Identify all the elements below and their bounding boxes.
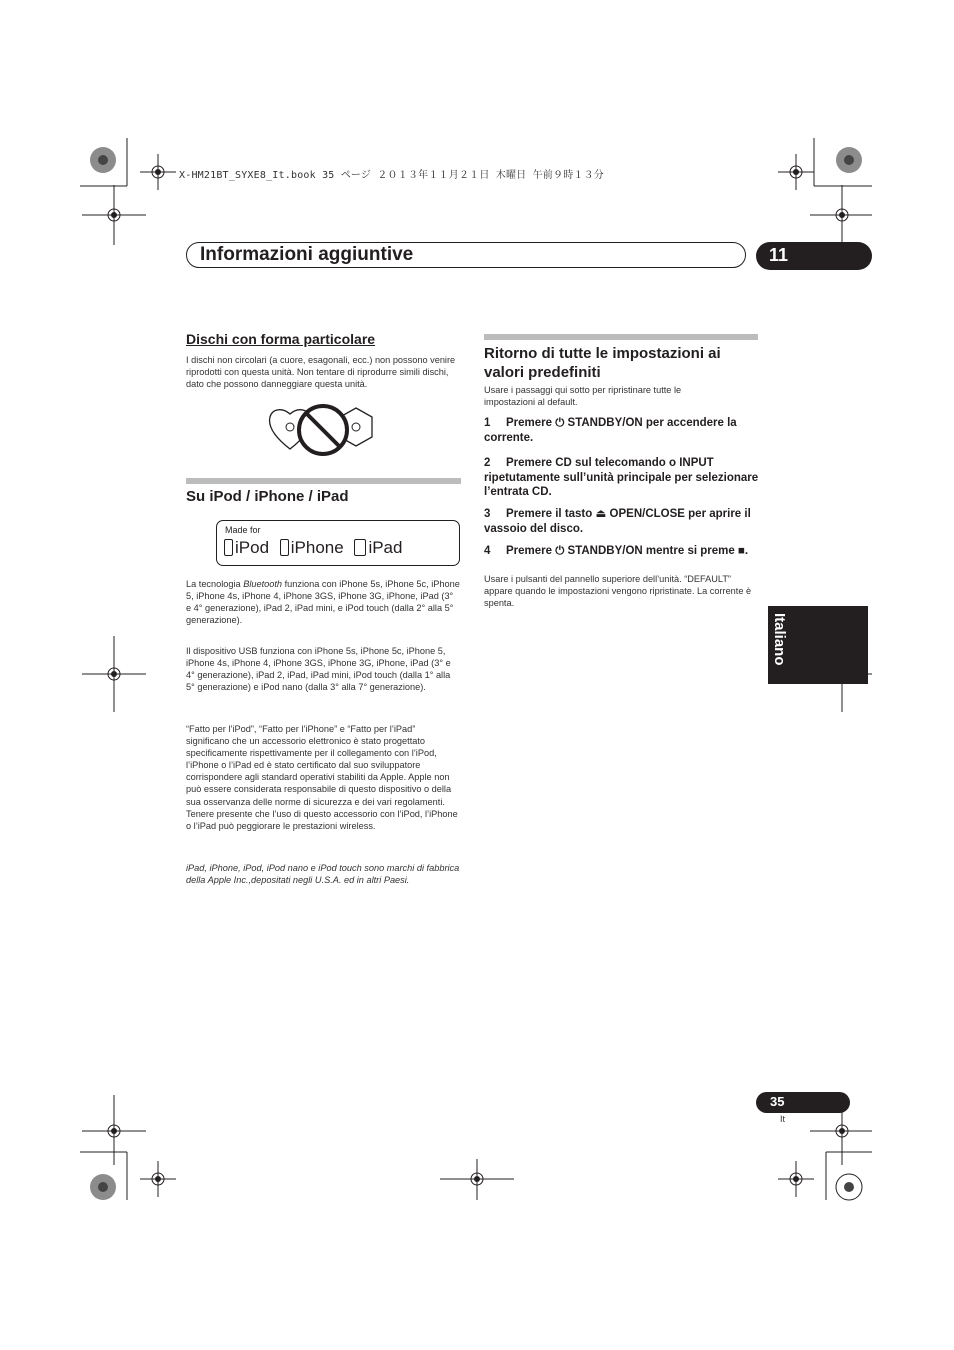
standby-power-icon: ⏻ [555,545,565,557]
badge-ipad-label: iPad [368,538,403,557]
ipod-icon [224,539,233,556]
made-for-label: Made for [225,525,261,535]
badge-iphone-label: iPhone [290,538,344,557]
page-language-code: It [780,1114,786,1124]
badge-ipod-label: iPod [235,538,270,557]
section-rule [484,334,758,340]
language-tab-label: Italiano [771,613,788,666]
reset-intro-text: Usare i passaggi qui sotto per ripristinare tutte le impostazioni al default. [484,385,682,408]
chapter-number-badge: 11 [756,242,872,270]
made-for-explanation-text: “Fatto per l’iPod”, “Fatto per l’iPhone” e “Fatto per l’iPad” significano che un accessorio elettronico è stato progettato specificamente rispettivamente per il collegamento con l’iPod, l’iPhone o l’iPad ed è stato certificato dal suo sviluppatore corrispondere agli standard operativi stabiliti da Apple. Apple non può essere considerata responsabile di questo dispositivo o della sua osservanza delle norme di sicurezza e dei vari regolamenti. Tenere presente che l’uso di questo accessorio con l’iPod, l’iPhone o l’iPad può peggiorare le prestazioni wireless. [186,724,458,831]
iphone-icon [280,539,289,556]
print-file-header: X-HM21BT_SYXE8_It.book 35 ページ ２０１３年１１月２１日 木曜日 午前９時１３分 [179,170,604,181]
special-discs-heading: Dischi con forma particolare [186,331,376,347]
reset-defaults-heading: Ritorno di tutte le impostazioni ai valori predefiniti [484,345,721,381]
no-odd-shaped-discs-icon [266,403,380,457]
trademarks-text: iPad, iPhone, iPod, iPod nano e iPod touch sono marchi di fabbrica della Apple Inc.,depositati negli U.S.A. ed in altri Paesi. [186,863,460,886]
ipod-section-heading: Su iPod / iPhone / iPad [186,488,349,505]
usb-compatibility-text: Il dispositivo USB funziona con iPhone 5s, iPhone 5c, iPhone 5, iPhone 4s, iPhone 4, iPhone 3GS, iPhone 3G, iPhone, iPad (3° e 4° generazione), iPad 2, iPad, iPad mini, iPod touch (dalla 1° alla 5° generazione) e iPod nano (dalla 3° alla 7° generazione). [186,646,451,693]
eject-icon: ⏏ [595,508,607,520]
reset-step-2: 2 Premere CD sul telecomando o INPUT ripetutamente sull’unità principale per selezionare l’entrata CD. [484,457,759,498]
special-discs-text: I dischi non circolari (a cuore, esagonali, ecc.) non possono venire riprodotti con questa unità. Non tentare di riprodurre simili dischi, dato che possono danneggiare questa unità. [186,355,456,390]
chapter-title: Informazioni aggiuntive [200,244,414,265]
reset-step-3: 3 Premere il tasto ⏏ OPEN/CLOSE per aprire il vassoio del disco. [484,508,751,535]
ipad-icon [354,539,366,556]
section-rule [186,478,461,484]
reset-note-text: Usare i pulsanti del pannello superiore dell’unità. “DEFAULT” appare quando le impostazioni vengono ripristinate. La corrente è spenta. [484,574,752,609]
page-number-badge: 35 [756,1092,850,1113]
made-for-apple-badge [216,520,460,566]
reset-step-4: 4 Premere ⏻ STANDBY/ON mentre si preme ■. [484,545,749,557]
standby-power-icon: ⏻ [555,417,565,429]
reset-step-1: 1 Premere ⏻ STANDBY/ON per accendere la corrente. [484,417,737,444]
bluetooth-compatibility-text: La tecnologia Bluetooth funziona con iPhone 5s, iPhone 5c, iPhone 5, iPhone 4s, iPhone 4, iPhone 3GS, iPhone 3G, iPhone, iPad (3° e 4° generazione), iPad 2, iPad mini, e iPod touch (dalla 2° alla 5° generazione). [186,579,460,626]
